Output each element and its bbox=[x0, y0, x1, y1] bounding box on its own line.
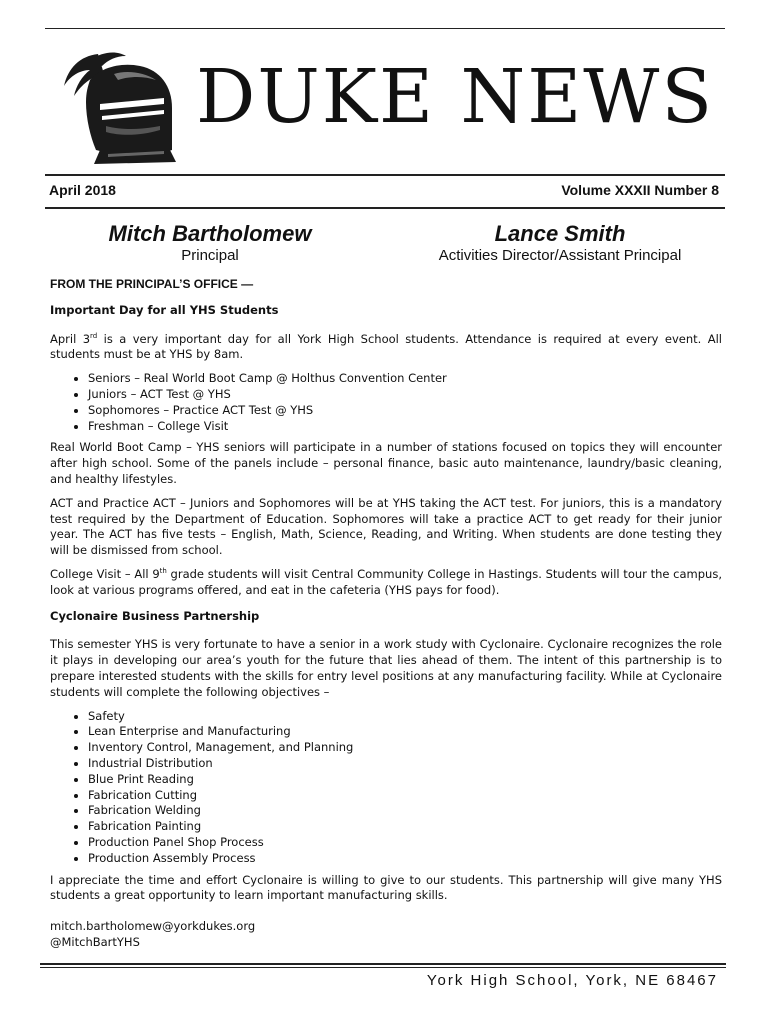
list-item: • Fabrication Painting bbox=[88, 819, 722, 835]
twitter-handle[interactable]: @MitchBartYHS bbox=[50, 935, 140, 950]
intro-text-end: is a very important day for all York High School students. Attendance is required at every event. All students must be at YHS by 8am. bbox=[50, 331, 722, 362]
top-rule bbox=[45, 28, 725, 29]
list-item: • Fabrication Cutting bbox=[88, 788, 722, 804]
header-rule-top bbox=[45, 174, 725, 176]
college-text-start: College Visit – All 9 bbox=[50, 566, 160, 581]
list-item: • Freshman – College Visit bbox=[88, 419, 722, 435]
closing-paragraph: I appreciate the time and effort Cyclonaire is willing to give to our students. This partnership will give many YHS students a great opportunity to learn important manufacturing skills. bbox=[50, 872, 722, 903]
article-body bbox=[50, 277, 722, 950]
footer-rule-thick bbox=[40, 963, 726, 965]
issue-volume: Volume XXXII Number 8 bbox=[561, 182, 719, 198]
list-item: • Production Panel Shop Process bbox=[88, 835, 722, 851]
intro-paragraph bbox=[50, 332, 722, 364]
list-item: • Lean Enterprise and Manufacturing bbox=[88, 724, 722, 740]
staff-title: Principal bbox=[181, 247, 239, 264]
event-list bbox=[50, 371, 722, 434]
act-paragraph: ACT and Practice ACT – Juniors and Sophomores will be at YHS taking the ACT test. For juniors, this is a mandatory test required by the Department of Education. Sophomores will take a practice ACT to get ready for their junior year. The ACT has five tests – English, Math, Science, Reading, and Writing. When students are done testing they will be dismissed from school. bbox=[50, 495, 722, 558]
list-item: • Fabrication Welding bbox=[88, 803, 722, 819]
bootcamp-paragraph: Real World Boot Camp – YHS seniors will participate in a number of stations focused on topics they will encounter after high school. Some of the panels include – personal finance, basic auto maintenance, laundry/basic cleaning, and healthy lifestyles. bbox=[50, 440, 722, 486]
knight-helmet-icon bbox=[60, 46, 188, 168]
article-heading: Cyclonaire Business Partnership bbox=[50, 608, 260, 623]
list-item: • Blue Print Reading bbox=[88, 772, 722, 788]
staff-name: Lance Smith bbox=[494, 221, 626, 246]
article-heading: Important Day for all YHS Students bbox=[50, 302, 279, 317]
college-visit-paragraph bbox=[50, 567, 722, 599]
footer-rule-thin bbox=[40, 967, 726, 968]
cyclonaire-paragraph: This semester YHS is very fortunate to have a senior in a work study with Cyclonaire. Cyclonaire recognizes the role it plays in developing our area’s youth for the future that lies ahead of them. The intent of this partnership is to prepare interested students with the skills for entry level positions at any manufacturing facility. While at Cyclonaire students will complete the following objectives – bbox=[50, 637, 722, 699]
list-item: • Industrial Distribution bbox=[88, 756, 722, 772]
list-item: • Production Assembly Process bbox=[88, 851, 722, 867]
section-label: FROM THE PRINCIPAL’S OFFICE — bbox=[50, 277, 254, 291]
list-item: • Seniors – Real World Boot Camp @ Holthus Convention Center bbox=[88, 371, 722, 387]
list-item: • Sophomores – Practice ACT Test @ YHS bbox=[88, 403, 722, 419]
staff-principal bbox=[90, 220, 330, 264]
college-superscript: th bbox=[159, 566, 167, 575]
intro-text-start: April 3 bbox=[50, 331, 91, 346]
issue-date: April 2018 bbox=[49, 182, 116, 198]
staff-title: Activities Director/Assistant Principal bbox=[438, 247, 682, 264]
header-rule-bottom bbox=[45, 207, 725, 209]
staff-activities-director bbox=[420, 220, 700, 264]
footer-address: York High School, York, NE 68467 bbox=[426, 972, 718, 989]
list-item: • Safety bbox=[88, 709, 722, 725]
list-item: • Inventory Control, Management, and Planning bbox=[88, 740, 722, 756]
objectives-list bbox=[50, 709, 722, 867]
list-item: • Juniors – ACT Test @ YHS bbox=[88, 387, 722, 403]
college-text-end: grade students will visit Central Community College in Hastings. Students will tour the campus, look at various programs offered, and eat in the cafeteria (YHS pays for food). bbox=[50, 566, 722, 597]
staff-name: Mitch Bartholomew bbox=[108, 221, 312, 246]
intro-superscript: rd bbox=[90, 331, 98, 340]
contact-info bbox=[50, 918, 722, 950]
masthead-title: DUKE NEWS bbox=[196, 54, 715, 140]
email-link[interactable]: mitch.bartholomew@yorkdukes.org bbox=[50, 919, 256, 934]
